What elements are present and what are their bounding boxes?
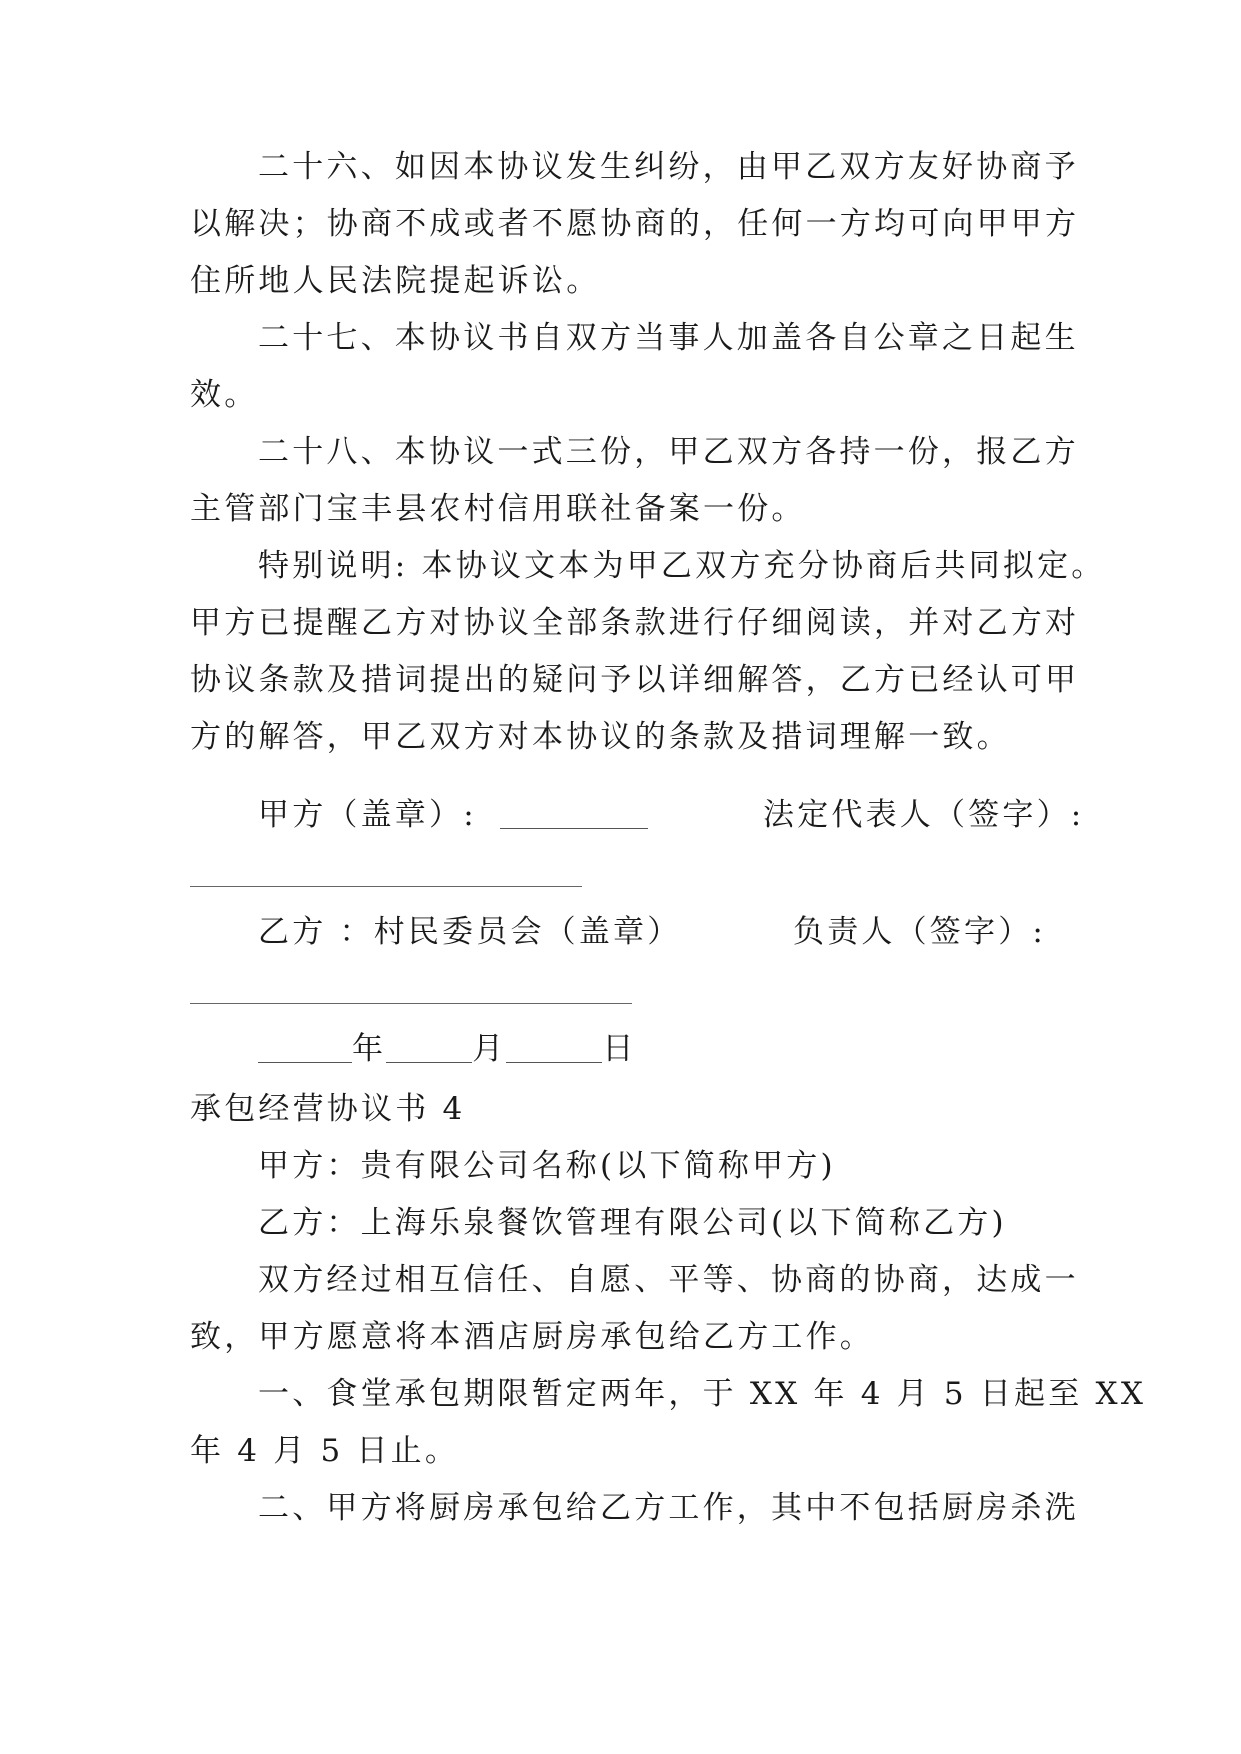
- party-a-seal-blank: [500, 798, 648, 829]
- clause-28-line-1: 二十八、本协议一式三份，甲乙双方各持一份，报乙方: [258, 434, 1079, 470]
- agreement-4-clause-1-line-1: 一、食堂承包期限暂定两年，于 XX 年 4 月 5 日起至 XX: [258, 1376, 1147, 1412]
- date-year-label: 年: [352, 1031, 387, 1067]
- clause-27-line-2: 效。: [190, 377, 259, 413]
- special-note-line-1: 特别说明: 本协议文本为甲乙双方充分协商后共同拟定。: [258, 548, 1106, 584]
- date-day-label: 日: [602, 1031, 637, 1067]
- party-b-rep-signature-line: [190, 1003, 632, 1004]
- date-day-blank: [506, 1032, 602, 1063]
- date-month-label: 月: [472, 1031, 507, 1067]
- agreement-4-clause-1-line-2: 年 4 月 5 日止。: [190, 1433, 460, 1469]
- clause-28-line-2: 主管部门宝丰县农村信用联社备案一份。: [190, 491, 806, 527]
- date-line: [258, 1029, 637, 1069]
- agreement-4-intro-line-2: 致，甲方愿意将本酒店厨房承包给乙方工作。: [190, 1319, 874, 1355]
- special-note-line-3: 协议条款及措词提出的疑问予以详细解答，乙方已经认可甲: [190, 662, 1080, 698]
- agreement-4-party-a: 甲方：贵有限公司名称(以下简称甲方): [258, 1148, 836, 1184]
- party-b-label: 乙方 ：村民委员会（盖章）: [258, 914, 682, 950]
- party-b-rep-label: 负责人（签字）:: [793, 914, 1047, 950]
- agreement-4-intro-line-1: 双方经过相互信任、自愿、平等、协商的协商，达成一: [258, 1262, 1079, 1298]
- clause-26-line-2: 以解决；协商不成或者不愿协商的，任何一方均可向甲甲方: [190, 206, 1080, 242]
- agreement-4-title: 承包经营协议书 4: [190, 1091, 466, 1127]
- date-year-blank: [258, 1032, 352, 1063]
- party-a-rep-label: 法定代表人（签字）:: [763, 797, 1085, 833]
- agreement-4-party-b: 乙方：上海乐泉餐饮管理有限公司(以下简称乙方): [258, 1205, 1007, 1241]
- date-month-blank: [386, 1032, 472, 1063]
- party-a-label: 甲方（盖章）:: [258, 797, 477, 833]
- special-note-line-2: 甲方已提醒乙方对协议全部条款进行仔细阅读，并对乙方对: [190, 605, 1080, 641]
- clause-26-line-1: 二十六、如因本协议发生纠纷，由甲乙双方友好协商予: [258, 149, 1079, 185]
- special-note-line-4: 方的解答，甲乙双方对本协议的条款及措词理解一致。: [190, 719, 1011, 755]
- party-a-signature: [258, 795, 648, 835]
- clause-27-line-1: 二十七、本协议书自双方当事人加盖各自公章之日起生: [258, 320, 1079, 356]
- party-a-rep-signature-line: [190, 886, 582, 887]
- clause-26-line-3: 住所地人民法院提起诉讼。: [190, 263, 601, 299]
- agreement-4-clause-2-line-1: 二、甲方将厨房承包给乙方工作，其中不包括厨房杀洗: [258, 1490, 1079, 1526]
